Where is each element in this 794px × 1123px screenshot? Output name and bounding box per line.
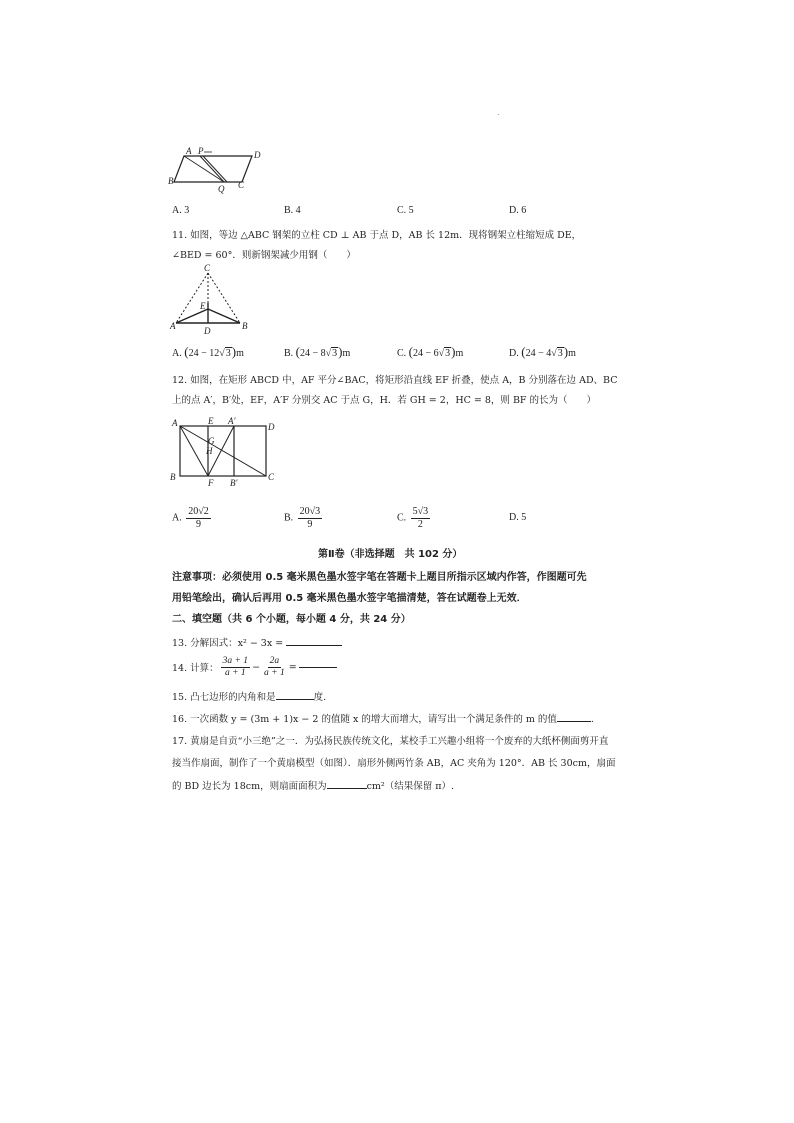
q12-option-b-numerator: 20√3 bbox=[299, 506, 321, 517]
q11-option-c-prefix: C. bbox=[397, 348, 407, 359]
q16 bbox=[172, 711, 594, 725]
q12-option-c-numerator: 5√3 bbox=[412, 506, 429, 517]
q17-line1: 17. 黄扇是自贡“小三绝”之一．为弘扬民族传统文化，某校手工兴趣小组将一个废弃的大纸杯侧面剪开直 bbox=[172, 736, 609, 747]
q10-label-a: A bbox=[186, 146, 192, 156]
q14-fraction2-numerator: 2a bbox=[269, 656, 280, 666]
q12-option-d bbox=[509, 512, 526, 523]
scan-dot: . bbox=[497, 108, 500, 117]
q11-option-a-unit: m bbox=[236, 348, 244, 359]
q11-label-a: A bbox=[170, 321, 176, 331]
q17-answer-blank[interactable] bbox=[327, 788, 367, 789]
q11-option-d-term: 24 − 4 bbox=[525, 348, 552, 359]
q13-answer-blank[interactable] bbox=[286, 645, 342, 646]
q11-option-b-term: 24 − 8 bbox=[300, 348, 326, 359]
q13-text: 13. 分解因式：x² − 3x = bbox=[172, 638, 287, 649]
q15-text: 15. 凸七边形的内角和是 bbox=[172, 692, 276, 703]
q12-option-c-prefix: C. bbox=[397, 512, 407, 524]
q16-answer-blank[interactable] bbox=[557, 721, 591, 722]
q11-option-c-unit: m bbox=[455, 348, 464, 359]
q12-text-line2: 上的点 A′，B′处，EF，A′F 分别交 AC 于点 G，H．若 GH = 2，HC = 8，则 BF 的长为（ ） bbox=[172, 395, 597, 406]
q11-option-c: C. (24 − 6√3)m bbox=[397, 344, 464, 359]
q12-option-a bbox=[172, 506, 213, 530]
q14 bbox=[172, 656, 337, 679]
q11-option-c-term: 24 − 6 bbox=[413, 348, 439, 359]
q11-text-line2: ∠BED = 60°．则新钢架减少用钢（ ） bbox=[172, 250, 356, 261]
q12-option-a-prefix: A. bbox=[172, 512, 182, 524]
q12-rectangle-figure bbox=[168, 414, 278, 488]
q15-suffix: 度. bbox=[313, 692, 327, 703]
q10-option-b: B. 4 bbox=[284, 205, 301, 216]
q11-option-b-radicand: 3 bbox=[332, 348, 338, 359]
q17-line2: 接当作扇面，制作了一个黄扇模型（如图）．扇形外侧两竹条 AB，AC 夹角为 120°．AB 长 30cm，扇面 bbox=[172, 758, 616, 769]
q10-label-b: B bbox=[168, 176, 174, 186]
q11-option-b: B. (24 − 8√3)m bbox=[284, 344, 351, 359]
q14-fraction2-denominator: a + 1 bbox=[264, 667, 285, 678]
q12-option-c bbox=[397, 506, 432, 530]
q14-operator: − bbox=[252, 661, 261, 673]
q11-option-d-prefix: D. bbox=[509, 348, 519, 359]
q11-label-e: E bbox=[200, 301, 206, 311]
q12-label-b: B bbox=[170, 472, 176, 482]
q12-label-c: C bbox=[268, 472, 275, 482]
part2-notice-line1: 注意事项：必须使用 0.5 毫米黑色墨水签字笔在答题卡上题目所指示区域内作答，作图题可先 bbox=[172, 572, 587, 583]
q12-label-b-prime: B′ bbox=[230, 478, 238, 488]
q12-text-line1: 12. 如图，在矩形 ABCD 中，AF 平分∠BAC，将矩形沿直线 EF 折叠，使点 A，B 分别落在边 AD、BC bbox=[172, 375, 618, 386]
q14-fraction1-denominator: a + 1 bbox=[225, 667, 246, 678]
q12-label-h: H bbox=[206, 446, 213, 456]
q16-suffix: . bbox=[590, 714, 594, 725]
q14-prefix: 14. 计算： bbox=[172, 663, 219, 675]
q10-option-a: A. 3 bbox=[172, 205, 190, 216]
q11-option-d-unit: m bbox=[568, 348, 576, 359]
q12-option-b bbox=[284, 506, 324, 530]
q11-option-a-radicand: 3 bbox=[225, 348, 231, 359]
q12-option-a-denominator: 9 bbox=[195, 518, 201, 530]
q17-line3-text: 的 BD 边长为 18cm，则扇面面积为 bbox=[172, 781, 327, 792]
q14-fraction1-numerator: 3a + 1 bbox=[222, 656, 249, 666]
q17-suffix: cm²（结果保留 π）. bbox=[366, 781, 454, 792]
q12-label-d: D bbox=[268, 422, 275, 432]
q10-label-p: P bbox=[198, 146, 204, 156]
q12-option-b-denominator: 9 bbox=[307, 518, 313, 530]
q10-parallelogram-figure bbox=[168, 148, 268, 193]
q11-text-line1: 11. 如图，等边 △ABC 钢架的立柱 CD ⊥ AB 于点 D，AB 长 12m．现将钢架立柱缩短成 DE， bbox=[172, 230, 582, 241]
q10-label-c: C bbox=[238, 180, 245, 190]
q10-option-d: D. 6 bbox=[509, 205, 527, 216]
q10-option-c: C. 5 bbox=[397, 205, 414, 216]
q11-option-c-radicand: 3 bbox=[445, 348, 451, 359]
q15-answer-blank[interactable] bbox=[276, 699, 314, 700]
q12-label-g: G bbox=[208, 436, 215, 446]
q12-option-b-prefix: B. bbox=[284, 512, 294, 524]
q11-triangle-figure bbox=[168, 265, 258, 335]
q11-option-b-prefix: B. bbox=[284, 348, 294, 359]
q10-label-d: D bbox=[254, 150, 261, 160]
q12-option-c-denominator: 2 bbox=[417, 518, 423, 530]
q12-option-a-numerator: 20√2 bbox=[188, 506, 209, 517]
q17-line3 bbox=[172, 778, 454, 792]
q11-option-a-term: 24 − 12 bbox=[188, 348, 220, 359]
q10-label-q: Q bbox=[218, 184, 225, 194]
part2-notice-line2: 用铅笔绘出，确认后再用 0.5 毫米黑色墨水签字笔描清楚，答在试题卷上无效． bbox=[172, 593, 527, 604]
q14-answer-blank[interactable] bbox=[299, 667, 337, 668]
q11-option-a-prefix: A. bbox=[172, 348, 182, 359]
q12-label-f: F bbox=[208, 478, 214, 488]
q11-label-d: D bbox=[204, 326, 211, 336]
q11-option-d-radicand: 3 bbox=[557, 348, 563, 359]
part2-title: 第Ⅱ卷（非选择题 共 102 分） bbox=[318, 549, 463, 560]
q12-label-e: E bbox=[208, 416, 214, 426]
q12-label-a-prime: A′ bbox=[228, 416, 236, 426]
q11-option-d: D. (24 − 4√3)m bbox=[509, 344, 576, 359]
q11-label-c: C bbox=[204, 263, 211, 273]
q16-text: 16. 一次函数 y = (3m + 1)x − 2 的值随 x 的增大而增大，请写出一个满足条件的 m 的值 bbox=[172, 714, 557, 725]
q15 bbox=[172, 689, 326, 703]
q12-label-a: A bbox=[172, 418, 178, 428]
q11-option-a: A. (24 − 12√3)m bbox=[172, 344, 244, 359]
section-fill-in-blank-heading: 二、填空题（共 6 个小题，每小题 4 分，共 24 分） bbox=[172, 614, 411, 625]
q11-option-b-unit: m bbox=[342, 348, 351, 359]
q14-equals: = bbox=[288, 661, 297, 673]
q13 bbox=[172, 635, 342, 649]
q11-label-b: B bbox=[242, 321, 248, 331]
q12-option-d-prefix: D. bbox=[509, 512, 519, 523]
q12-option-d-value: 5 bbox=[521, 512, 527, 523]
